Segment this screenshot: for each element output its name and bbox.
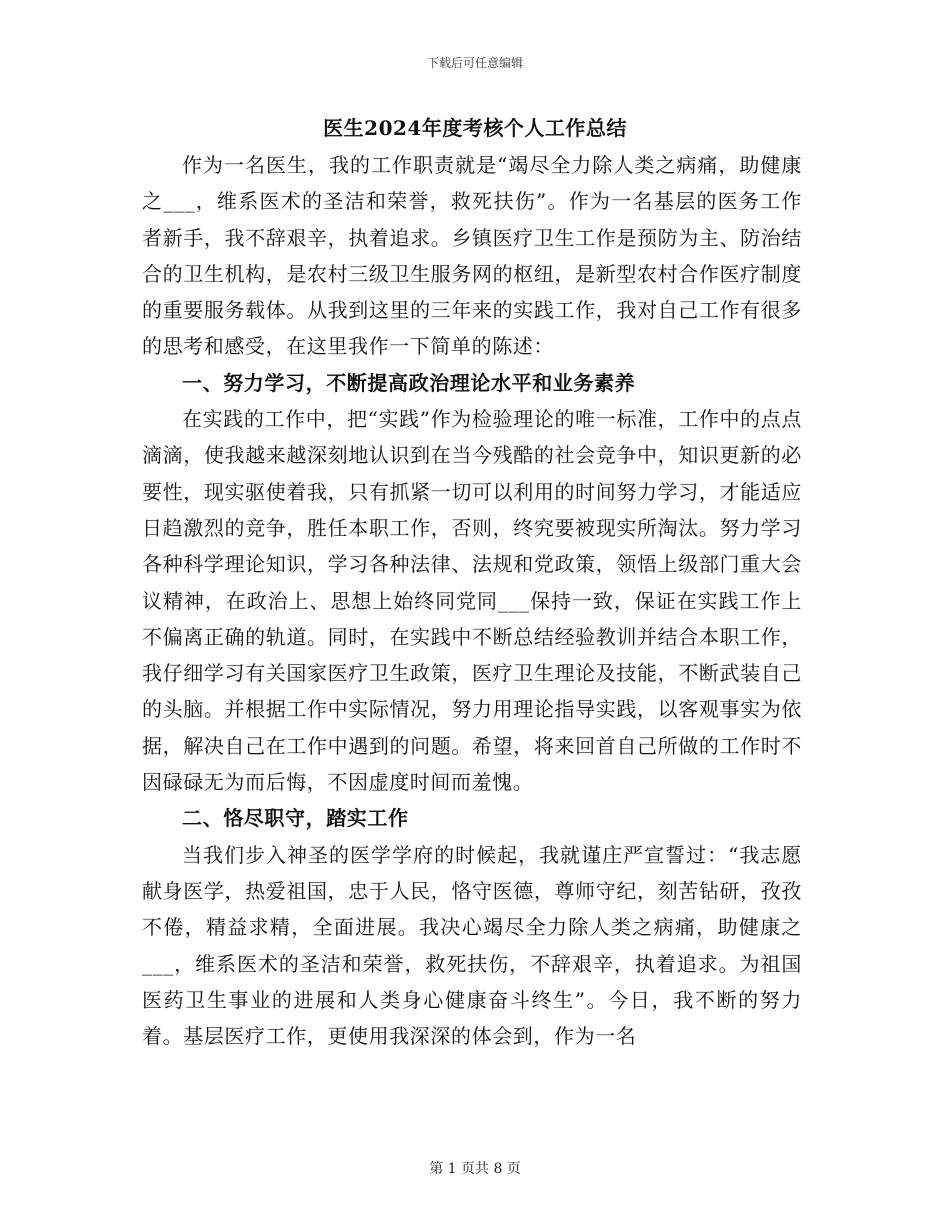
- document-title: 医生2024年度考核个人工作总结: [323, 116, 627, 140]
- document-body: [142, 147, 802, 1054]
- page-number-footer: 第 1 页共 8 页: [429, 1161, 521, 1177]
- header-note: 下载后可任意编辑: [426, 56, 523, 70]
- section-heading-1: 一、努力学习，不断提高政治理论水平和业务素养: [182, 370, 636, 395]
- intro-paragraph: 作为一名医生，我的工作职责就是“竭尽全力除人类之病痛，助健康之___，维系医术的圣洁和荣誉，救死扶伤”。作为一名基层的医务工作者新手，我不辞艰辛，执着追求。乡镇医疗卫生工作是预防为主、防治结合的卫生机构，是农村三级卫生服务网的枢纽，是新型农村合作医疗制度的重要服务载体。从我到这里的三年来的实践工作，我对自己工作有很多的思考和感受，在这里我作一下简单的陈述：: [142, 153, 802, 359]
- section-heading-2: 二、恪尽职守，踏实工作: [182, 806, 409, 831]
- section-2-paragraph: 当我们步入神圣的医学学府的时候起，我就谨庄严宣誓过：“我志愿献身医学，热爱祖国，忠于人民，恪守医德，尊师守纪，刻苦钻研，孜孜不倦，精益求精，全面进展。我决心竭尽全力除人类之病痛，助健康之___，维系医术的圣洁和荣誉，救死扶伤，不辞艰辛，执着追求。为祖国医药卫生事业的进展和人类身心健康奋斗终生”。今日，我不断的努力着。基层医疗工作，更使用我深深的体会到，作为一名: [142, 842, 802, 1049]
- section-1-paragraph: 在实践的工作中，把“实践”作为检验理论的唯一标准，工作中的点点滴滴，使我越来越深刻地认识到在当今残酷的社会竞争中，知识更新的必要性，现实驱使着我，只有抓紧一切可以利用的时间努力学习，才能适应日趋激烈的竞争，胜任本职工作，否则，终究要被现实所淘汰。努力学习各种科学理论知识，学习各种法律、法规和党政策，领悟上级部门重大会议精神，在政治上、思想上始终同党同___保持一致，保证在实践工作上不偏离正确的轨道。同时，在实践中不断总结经验教训并结合本职工作，我仔细学习有关国家医疗卫生政策，医疗卫生理论及技能，不断武装自己的头脑。并根据工作中实际情况，努力用理论指导实践，以客观事实为依据，解决自己在工作中遇到的问题。希望，将来回首自己所做的工作时不因碌碌无为而后悔，不因虚度时间而羞愧。: [142, 407, 802, 795]
